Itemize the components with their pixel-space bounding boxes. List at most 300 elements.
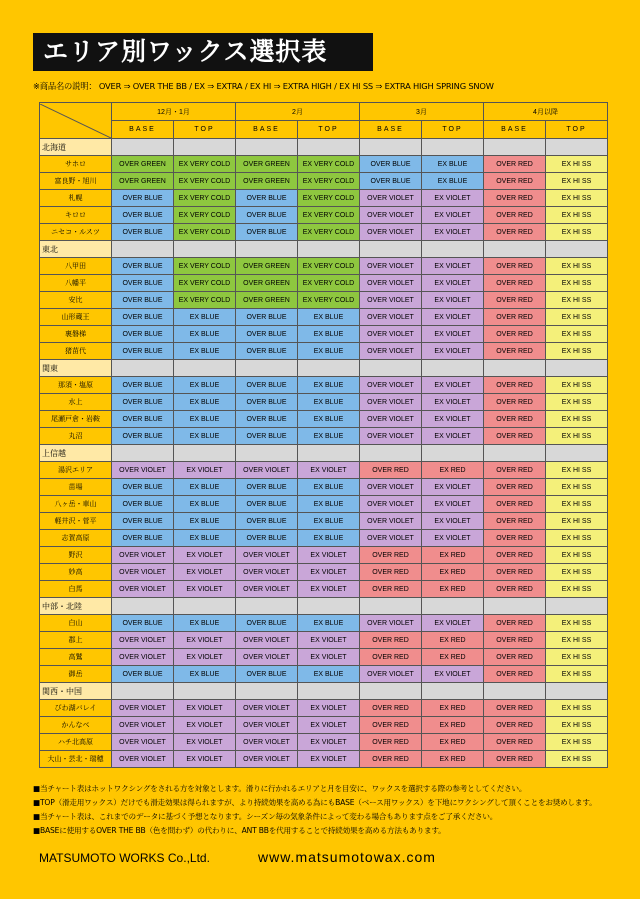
wax-table-body [40, 139, 608, 768]
base-wax-cell: OVER VIOLET [236, 751, 298, 768]
area-name: ニセコ・ルスツ [40, 224, 112, 241]
area-name: 湯沢エリア [40, 462, 112, 479]
top-wax-cell: EX HI SS [546, 394, 608, 411]
table-row [40, 666, 608, 683]
top-wax-cell: EX BLUE [174, 377, 236, 394]
base-wax-cell: OVER BLUE [112, 530, 174, 547]
area-name: 志賀高原 [40, 530, 112, 547]
region-blank-cell [236, 683, 298, 700]
region-blank-cell [112, 241, 174, 258]
base-wax-cell: OVER RED [484, 513, 546, 530]
top-header: TOP [298, 121, 360, 139]
base-wax-cell: OVER VIOLET [360, 615, 422, 632]
top-wax-cell: EX RED [422, 649, 484, 666]
region-blank-cell [546, 598, 608, 615]
region-name: 関西・中国 [40, 683, 112, 700]
table-row [40, 258, 608, 275]
base-wax-cell: OVER RED [484, 547, 546, 564]
base-wax-cell: OVER VIOLET [112, 632, 174, 649]
base-wax-cell: OVER RED [484, 666, 546, 683]
base-wax-cell: OVER RED [484, 751, 546, 768]
table-row [40, 615, 608, 632]
region-blank-cell [112, 360, 174, 377]
base-wax-cell: OVER BLUE [112, 258, 174, 275]
base-wax-cell: OVER BLUE [112, 615, 174, 632]
base-wax-cell: OVER RED [360, 717, 422, 734]
table-row [40, 717, 608, 734]
base-wax-cell: OVER VIOLET [360, 666, 422, 683]
top-wax-cell: EX BLUE [298, 394, 360, 411]
base-wax-cell: OVER RED [484, 190, 546, 207]
region-blank-cell [112, 139, 174, 156]
top-wax-cell: EX RED [422, 734, 484, 751]
base-wax-cell: OVER VIOLET [236, 717, 298, 734]
region-blank-cell [174, 241, 236, 258]
base-wax-cell: OVER BLUE [112, 309, 174, 326]
base-wax-cell: OVER VIOLET [236, 581, 298, 598]
top-wax-cell: EX HI SS [546, 479, 608, 496]
top-wax-cell: EX VIOLET [422, 258, 484, 275]
top-wax-cell: EX HI SS [546, 411, 608, 428]
base-header: BASE [112, 121, 174, 139]
top-wax-cell: EX VIOLET [298, 632, 360, 649]
area-name: 御岳 [40, 666, 112, 683]
top-wax-cell: EX HI SS [546, 700, 608, 717]
base-wax-cell: OVER RED [360, 462, 422, 479]
top-wax-cell: EX BLUE [298, 479, 360, 496]
top-wax-cell: EX RED [422, 581, 484, 598]
top-wax-cell: EX VIOLET [298, 700, 360, 717]
top-wax-cell: EX VERY COLD [298, 156, 360, 173]
top-wax-cell: EX BLUE [298, 343, 360, 360]
base-wax-cell: OVER BLUE [236, 326, 298, 343]
area-name: 大山・芸北・瑞穂 [40, 751, 112, 768]
top-wax-cell: EX BLUE [174, 615, 236, 632]
top-wax-cell: EX VIOLET [174, 700, 236, 717]
base-wax-cell: OVER VIOLET [360, 343, 422, 360]
area-name: 八ヶ岳・車山 [40, 496, 112, 513]
base-wax-cell: OVER BLUE [112, 224, 174, 241]
top-wax-cell: EX BLUE [174, 513, 236, 530]
table-row [40, 513, 608, 530]
top-wax-cell: EX VERY COLD [298, 258, 360, 275]
table-row [40, 156, 608, 173]
region-blank-cell [298, 598, 360, 615]
top-wax-cell: EX BLUE [298, 513, 360, 530]
table-row [40, 309, 608, 326]
base-wax-cell: OVER VIOLET [236, 649, 298, 666]
base-wax-cell: OVER RED [484, 428, 546, 445]
top-wax-cell: EX HI SS [546, 207, 608, 224]
area-name: 軽井沢・菅平 [40, 513, 112, 530]
top-wax-cell: EX BLUE [298, 615, 360, 632]
base-wax-cell: OVER VIOLET [360, 309, 422, 326]
region-blank-cell [484, 241, 546, 258]
base-wax-cell: OVER VIOLET [112, 564, 174, 581]
base-wax-cell: OVER BLUE [236, 309, 298, 326]
table-row [40, 173, 608, 190]
top-wax-cell: EX VERY COLD [174, 207, 236, 224]
region-row [40, 241, 608, 258]
top-wax-cell: EX HI SS [546, 734, 608, 751]
base-wax-cell: OVER VIOLET [112, 462, 174, 479]
base-wax-cell: OVER VIOLET [360, 513, 422, 530]
table-row [40, 428, 608, 445]
region-blank-cell [174, 360, 236, 377]
base-wax-cell: OVER RED [484, 275, 546, 292]
top-wax-cell: EX BLUE [298, 411, 360, 428]
region-blank-cell [422, 445, 484, 462]
region-blank-cell [484, 445, 546, 462]
base-wax-cell: OVER RED [360, 632, 422, 649]
region-blank-cell [236, 360, 298, 377]
base-wax-cell: OVER BLUE [112, 292, 174, 309]
top-wax-cell: EX VERY COLD [174, 292, 236, 309]
region-blank-cell [236, 445, 298, 462]
area-name: 妙高 [40, 564, 112, 581]
base-wax-cell: OVER GREEN [236, 156, 298, 173]
base-wax-cell: OVER RED [484, 343, 546, 360]
top-wax-cell: EX BLUE [174, 428, 236, 445]
top-wax-cell: EX HI SS [546, 377, 608, 394]
top-wax-cell: EX HI SS [546, 666, 608, 683]
product-name-note: ※商品名の説明： OVER ⇒ OVER THE BB / EX ⇒ EXTRA / EX HI ⇒ EXTRA HIGH / EX HI SS ⇒ EXTRA HIGH SPRING SNOW [33, 81, 494, 91]
top-wax-cell: EX VIOLET [422, 513, 484, 530]
top-wax-cell: EX VIOLET [422, 377, 484, 394]
base-wax-cell: OVER VIOLET [112, 581, 174, 598]
region-blank-cell [546, 445, 608, 462]
base-wax-cell: OVER BLUE [236, 411, 298, 428]
top-wax-cell: EX HI SS [546, 309, 608, 326]
area-name: 安比 [40, 292, 112, 309]
table-row [40, 734, 608, 751]
region-blank-cell [236, 598, 298, 615]
base-wax-cell: OVER BLUE [236, 394, 298, 411]
base-wax-cell: OVER RED [484, 156, 546, 173]
top-wax-cell: EX VIOLET [422, 292, 484, 309]
region-blank-cell [422, 360, 484, 377]
base-wax-cell: OVER BLUE [236, 530, 298, 547]
table-row [40, 700, 608, 717]
top-wax-cell: EX RED [422, 632, 484, 649]
top-wax-cell: EX VIOLET [174, 581, 236, 598]
base-wax-cell: OVER BLUE [236, 207, 298, 224]
table-row [40, 632, 608, 649]
top-wax-cell: EX BLUE [174, 479, 236, 496]
area-name: 高鷲 [40, 649, 112, 666]
area-name: かんなべ [40, 717, 112, 734]
base-wax-cell: OVER BLUE [112, 207, 174, 224]
base-wax-cell: OVER GREEN [112, 173, 174, 190]
table-row [40, 207, 608, 224]
top-header: TOP [174, 121, 236, 139]
table-row [40, 496, 608, 513]
area-name: 野沢 [40, 547, 112, 564]
region-blank-cell [298, 360, 360, 377]
top-wax-cell: EX HI SS [546, 173, 608, 190]
area-name: 山形蔵王 [40, 309, 112, 326]
top-wax-cell: EX HI SS [546, 615, 608, 632]
base-wax-cell: OVER VIOLET [236, 564, 298, 581]
base-wax-cell: OVER RED [484, 207, 546, 224]
base-wax-cell: OVER VIOLET [112, 700, 174, 717]
base-wax-cell: OVER BLUE [236, 190, 298, 207]
top-wax-cell: EX VIOLET [422, 394, 484, 411]
top-wax-cell: EX BLUE [298, 326, 360, 343]
base-wax-cell: OVER RED [360, 649, 422, 666]
region-blank-cell [360, 683, 422, 700]
region-blank-cell [360, 598, 422, 615]
top-wax-cell: EX VIOLET [174, 717, 236, 734]
region-blank-cell [422, 241, 484, 258]
base-wax-cell: OVER VIOLET [360, 411, 422, 428]
base-wax-cell: OVER RED [484, 530, 546, 547]
area-name: 白山 [40, 615, 112, 632]
month-header: 12月・1月 [112, 103, 236, 121]
region-row [40, 360, 608, 377]
top-wax-cell: EX HI SS [546, 292, 608, 309]
region-blank-cell [484, 139, 546, 156]
top-wax-cell: EX VIOLET [422, 411, 484, 428]
base-wax-cell: OVER GREEN [236, 258, 298, 275]
region-blank-cell [236, 139, 298, 156]
top-wax-cell: EX HI SS [546, 224, 608, 241]
top-wax-cell: EX HI SS [546, 343, 608, 360]
base-wax-cell: OVER VIOLET [360, 190, 422, 207]
region-blank-cell [360, 360, 422, 377]
table-row [40, 343, 608, 360]
base-wax-cell: OVER BLUE [236, 428, 298, 445]
base-wax-cell: OVER GREEN [236, 292, 298, 309]
table-row [40, 751, 608, 768]
table-row [40, 530, 608, 547]
region-row [40, 598, 608, 615]
base-wax-cell: OVER RED [360, 581, 422, 598]
base-wax-cell: OVER BLUE [112, 190, 174, 207]
base-wax-cell: OVER BLUE [236, 666, 298, 683]
top-wax-cell: EX VIOLET [422, 224, 484, 241]
top-wax-cell: EX RED [422, 700, 484, 717]
top-wax-cell: EX BLUE [298, 309, 360, 326]
base-wax-cell: OVER RED [484, 292, 546, 309]
top-wax-cell: EX VERY COLD [298, 224, 360, 241]
base-header: BASE [484, 121, 546, 139]
top-wax-cell: EX VIOLET [298, 564, 360, 581]
region-blank-cell [422, 139, 484, 156]
area-name: 尾瀬戸倉・岩鞍 [40, 411, 112, 428]
area-name: サホロ [40, 156, 112, 173]
top-wax-cell: EX BLUE [174, 309, 236, 326]
base-wax-cell: OVER VIOLET [236, 632, 298, 649]
base-wax-cell: OVER BLUE [236, 479, 298, 496]
top-wax-cell: EX VIOLET [422, 309, 484, 326]
base-wax-cell: OVER VIOLET [112, 717, 174, 734]
base-wax-cell: OVER BLUE [236, 224, 298, 241]
base-wax-cell: OVER BLUE [112, 394, 174, 411]
region-blank-cell [174, 139, 236, 156]
base-wax-cell: OVER BLUE [112, 479, 174, 496]
base-wax-cell: OVER VIOLET [360, 275, 422, 292]
region-blank-cell [298, 683, 360, 700]
wax-selection-table [39, 102, 608, 768]
base-wax-cell: OVER BLUE [236, 496, 298, 513]
top-wax-cell: EX HI SS [546, 751, 608, 768]
top-wax-cell: EX VERY COLD [298, 190, 360, 207]
region-name: 上信越 [40, 445, 112, 462]
base-wax-cell: OVER BLUE [112, 377, 174, 394]
base-wax-cell: OVER RED [484, 326, 546, 343]
base-wax-cell: OVER VIOLET [360, 530, 422, 547]
base-wax-cell: OVER RED [484, 479, 546, 496]
top-wax-cell: EX VERY COLD [174, 190, 236, 207]
area-name: 那須・塩原 [40, 377, 112, 394]
table-row [40, 292, 608, 309]
top-wax-cell: EX BLUE [174, 343, 236, 360]
top-wax-cell: EX VERY COLD [298, 292, 360, 309]
base-wax-cell: OVER RED [484, 496, 546, 513]
top-wax-cell: EX HI SS [546, 326, 608, 343]
top-wax-cell: EX VIOLET [174, 734, 236, 751]
top-wax-cell: EX VIOLET [174, 564, 236, 581]
base-wax-cell: OVER VIOLET [360, 377, 422, 394]
base-wax-cell: OVER VIOLET [360, 258, 422, 275]
region-row [40, 139, 608, 156]
month-header: 2月 [236, 103, 360, 121]
top-wax-cell: EX VIOLET [298, 751, 360, 768]
top-wax-cell: EX VIOLET [422, 479, 484, 496]
area-name: 水上 [40, 394, 112, 411]
top-wax-cell: EX VIOLET [298, 547, 360, 564]
top-wax-cell: EX VIOLET [298, 717, 360, 734]
region-blank-cell [546, 241, 608, 258]
top-wax-cell: EX RED [422, 462, 484, 479]
base-wax-cell: OVER RED [484, 462, 546, 479]
region-name: 中部・北陸 [40, 598, 112, 615]
top-wax-cell: EX HI SS [546, 649, 608, 666]
top-wax-cell: EX RED [422, 717, 484, 734]
base-wax-cell: OVER RED [484, 258, 546, 275]
base-wax-cell: OVER VIOLET [112, 751, 174, 768]
top-wax-cell: EX VIOLET [422, 496, 484, 513]
region-blank-cell [546, 139, 608, 156]
area-name: 札幌 [40, 190, 112, 207]
area-name: 裏磐梯 [40, 326, 112, 343]
table-row [40, 377, 608, 394]
base-wax-cell: OVER RED [360, 547, 422, 564]
base-wax-cell: OVER VIOLET [236, 462, 298, 479]
region-blank-cell [360, 241, 422, 258]
area-name: ハチ北高原 [40, 734, 112, 751]
table-row [40, 224, 608, 241]
base-wax-cell: OVER RED [484, 717, 546, 734]
top-wax-cell: EX VIOLET [298, 581, 360, 598]
month-header: 4月以降 [484, 103, 608, 121]
top-wax-cell: EX HI SS [546, 428, 608, 445]
region-blank-cell [298, 241, 360, 258]
base-wax-cell: OVER RED [484, 173, 546, 190]
top-wax-cell: EX VIOLET [174, 649, 236, 666]
top-wax-cell: EX HI SS [546, 530, 608, 547]
base-wax-cell: OVER VIOLET [112, 547, 174, 564]
top-wax-cell: EX HI SS [546, 462, 608, 479]
top-wax-cell: EX VIOLET [174, 632, 236, 649]
base-wax-cell: OVER BLUE [236, 615, 298, 632]
region-blank-cell [484, 360, 546, 377]
top-wax-cell: EX BLUE [298, 377, 360, 394]
corner-diagonal [40, 104, 111, 138]
area-name: 八甲田 [40, 258, 112, 275]
area-name: 猪苗代 [40, 343, 112, 360]
region-blank-cell [174, 598, 236, 615]
top-wax-cell: EX BLUE [174, 326, 236, 343]
base-wax-cell: OVER VIOLET [360, 479, 422, 496]
area-name: 白馬 [40, 581, 112, 598]
base-wax-cell: OVER RED [484, 581, 546, 598]
base-wax-cell: OVER BLUE [360, 156, 422, 173]
top-wax-cell: EX VERY COLD [174, 275, 236, 292]
top-wax-cell: EX HI SS [546, 190, 608, 207]
base-wax-cell: OVER VIOLET [112, 649, 174, 666]
top-wax-cell: EX BLUE [422, 156, 484, 173]
base-wax-cell: OVER RED [484, 377, 546, 394]
region-blank-cell [112, 598, 174, 615]
top-wax-cell: EX VERY COLD [174, 224, 236, 241]
base-wax-cell: OVER RED [484, 700, 546, 717]
region-blank-cell [484, 683, 546, 700]
area-name: 八幡平 [40, 275, 112, 292]
base-wax-cell: OVER GREEN [112, 156, 174, 173]
area-name: 郡上 [40, 632, 112, 649]
base-wax-cell: OVER RED [360, 564, 422, 581]
base-wax-cell: OVER RED [484, 309, 546, 326]
base-wax-cell: OVER BLUE [112, 275, 174, 292]
top-wax-cell: EX HI SS [546, 258, 608, 275]
base-wax-cell: OVER BLUE [112, 428, 174, 445]
region-name: 北海道 [40, 139, 112, 156]
area-name: キロロ [40, 207, 112, 224]
top-wax-cell: EX BLUE [174, 530, 236, 547]
base-wax-cell: OVER BLUE [112, 411, 174, 428]
base-wax-cell: OVER RED [484, 632, 546, 649]
region-blank-cell [298, 445, 360, 462]
top-wax-cell: EX VIOLET [174, 547, 236, 564]
area-name: びわ湖バレイ [40, 700, 112, 717]
region-name: 関東 [40, 360, 112, 377]
page-title: エリア別ワックス選択表 [33, 33, 373, 71]
region-blank-cell [422, 598, 484, 615]
table-row [40, 547, 608, 564]
top-wax-cell: EX BLUE [422, 173, 484, 190]
region-blank-cell [546, 360, 608, 377]
base-wax-cell: OVER BLUE [112, 496, 174, 513]
region-blank-cell [360, 139, 422, 156]
top-wax-cell: EX VIOLET [298, 734, 360, 751]
region-blank-cell [174, 445, 236, 462]
area-name: 丸沼 [40, 428, 112, 445]
top-wax-cell: EX HI SS [546, 547, 608, 564]
table-row [40, 479, 608, 496]
top-wax-cell: EX VERY COLD [298, 173, 360, 190]
region-blank-cell [112, 445, 174, 462]
area-name: 苗場 [40, 479, 112, 496]
top-wax-cell: EX VIOLET [174, 462, 236, 479]
base-wax-cell: OVER VIOLET [360, 292, 422, 309]
table-corner [40, 103, 112, 139]
footnote: ■当チャート表は、これまでのデータに基づく予想となります。シーズン毎の気象条件によって変わる場合もあります点をご了承ください。 [33, 812, 498, 821]
region-blank-cell [174, 683, 236, 700]
region-blank-cell [112, 683, 174, 700]
top-wax-cell: EX VIOLET [422, 615, 484, 632]
